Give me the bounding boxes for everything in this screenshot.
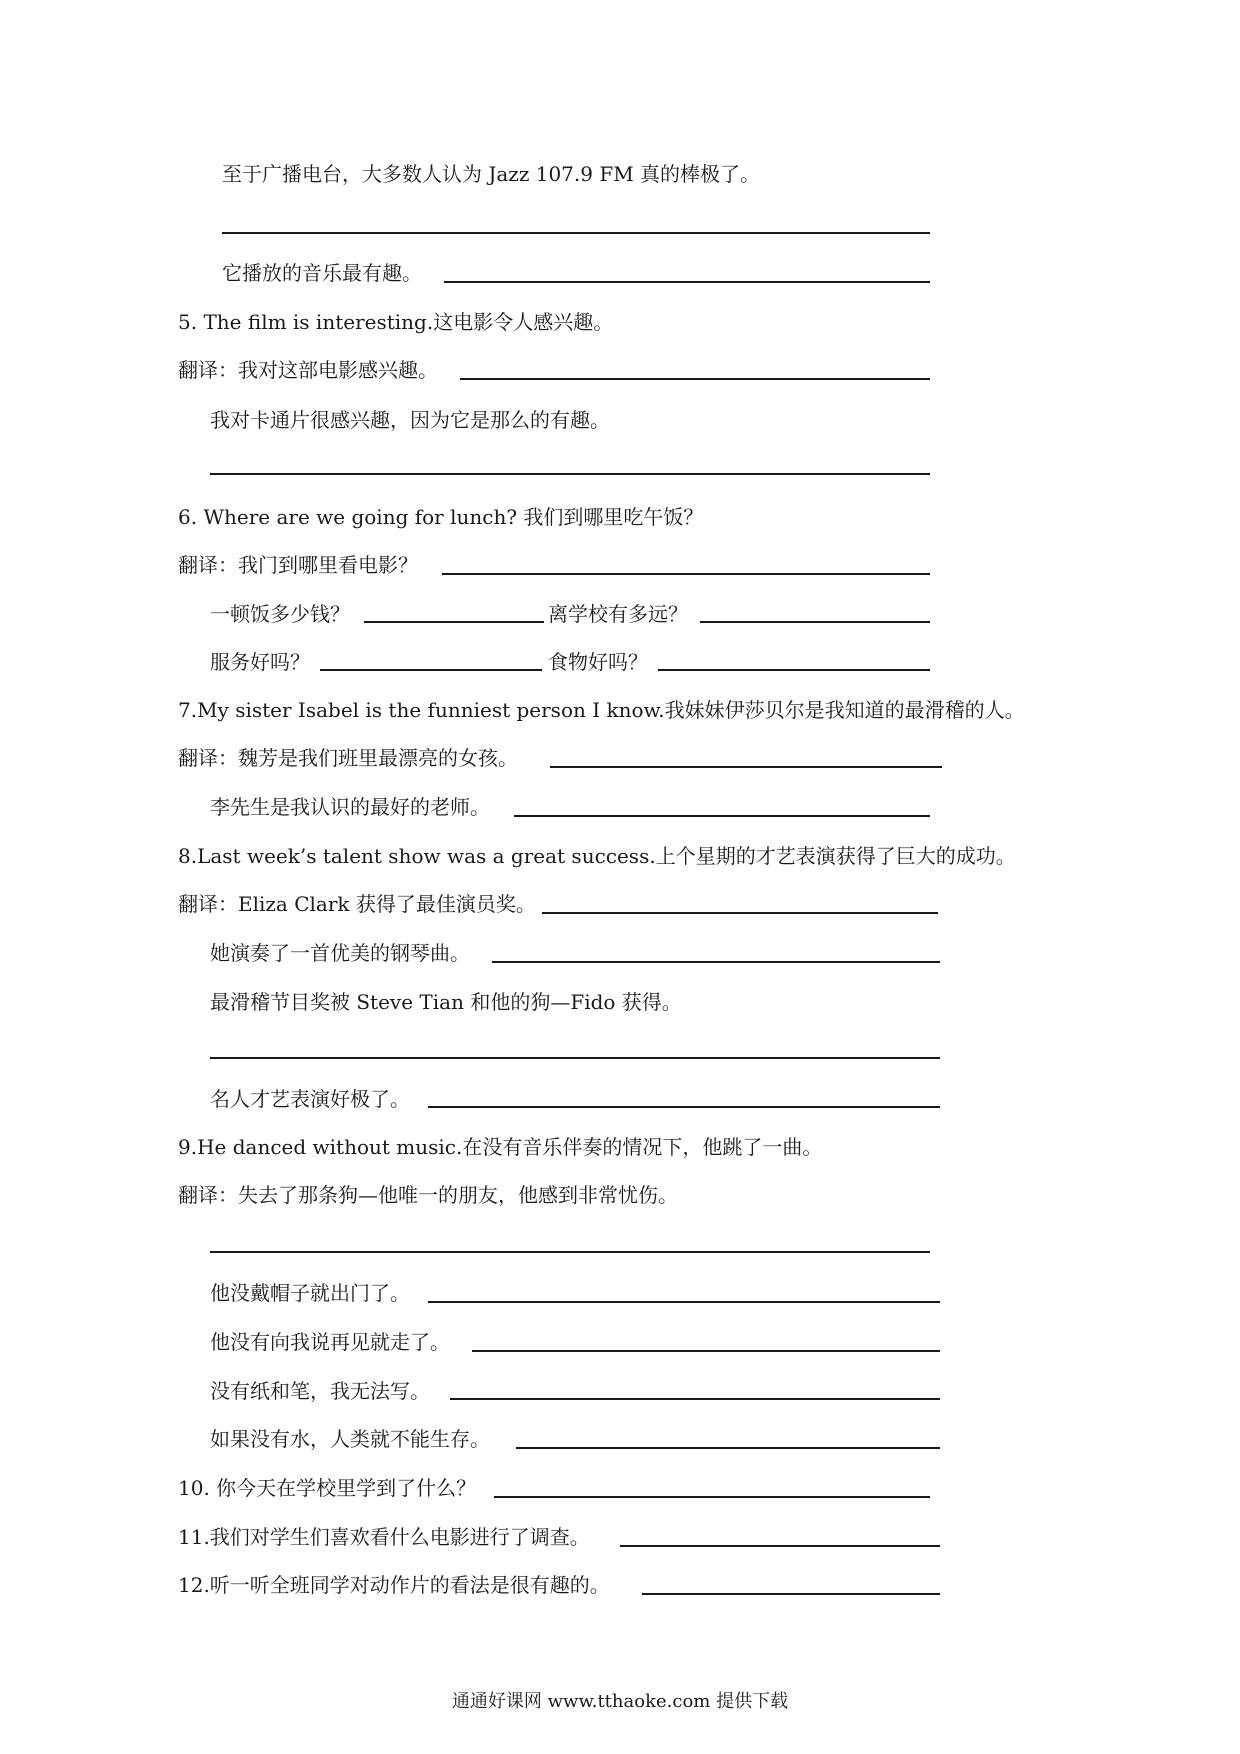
answer-blank[interactable] [620,1545,940,1547]
item-9-translate-1: 翻译：失去了那条狗—他唯一的朋友，他感到非常忧伤。 [178,1183,678,1207]
answer-blank[interactable] [700,621,930,623]
item-12: 12.听一听全班同学对动作片的看法是很有趣的。 [178,1573,610,1597]
answer-blank[interactable] [222,232,930,234]
item-6-service: 服务好吗？ [210,650,310,674]
answer-blank[interactable] [514,815,930,817]
item-6-distance: 离学校有多远？ [548,602,688,626]
item-9-heading: 9.He danced without music.在没有音乐伴奏的情况下，他跳了一曲。 [178,1135,823,1159]
page-footer: 通通好课网 www.tthaoke.com 提供下载 [451,1691,789,1712]
answer-blank[interactable] [210,1057,940,1059]
answer-blank[interactable] [542,912,938,914]
answer-blank[interactable] [444,281,930,283]
answer-blank[interactable] [658,669,930,671]
item-6-heading: 6. Where are we going for lunch? 我们到哪里吃午饭？ [178,505,704,529]
item-9-translate-4: 没有纸和笔，我无法写。 [210,1379,430,1403]
item-9-translate-2: 他没戴帽子就出门了。 [210,1281,410,1305]
item-11: 11.我们对学生们喜欢看什么电影进行了调查。 [178,1525,590,1549]
item-8-heading: 8.Last week’s talent show was a great success.上个星期的才艺表演获得了巨大的成功。 [178,844,1016,868]
sentence-music: 它播放的音乐最有趣。 [222,261,422,285]
answer-blank[interactable] [442,573,930,575]
answer-blank[interactable] [210,473,930,475]
answer-blank[interactable] [428,1106,940,1108]
answer-blank[interactable] [492,961,940,963]
item-10: 10. 你今天在学校里学到了什么？ [178,1476,477,1500]
item-5-translate-1: 翻译：我对这部电影感兴趣。 [178,358,438,382]
answer-blank[interactable] [450,1398,940,1400]
item-8-translate-3: 最滑稽节目奖被 Steve Tian 和他的狗—Fido 获得。 [210,990,682,1014]
item-8-translate-4: 名人才艺表演好极了。 [210,1087,410,1111]
item-6-food: 食物好吗？ [548,650,648,674]
answer-blank[interactable] [642,1593,940,1595]
answer-blank[interactable] [472,1350,940,1352]
item-6-meal-price: 一顿饭多少钱？ [210,602,350,626]
item-8-translate-2: 她演奏了一首优美的钢琴曲。 [210,941,470,965]
item-5-heading: 5. The film is interesting.这电影令人感兴趣。 [178,310,614,334]
answer-blank[interactable] [494,1496,930,1498]
item-6-translate-1: 翻译：我门到哪里看电影？ [178,553,418,577]
item-8-translate-1: 翻译：Eliza Clark 获得了最佳演员奖。 [178,892,536,916]
item-5-translate-2: 我对卡通片很感兴趣，因为它是那么的有趣。 [210,408,610,432]
answer-blank[interactable] [550,766,942,768]
item-7-translate-2: 李先生是我认识的最好的老师。 [210,795,490,819]
answer-blank[interactable] [364,621,544,623]
item-9-translate-5: 如果没有水，人类就不能生存。 [210,1427,490,1451]
sentence-radio: 至于广播电台，大多数人认为 Jazz 107.9 FM 真的棒极了。 [222,162,761,186]
answer-blank[interactable] [320,669,542,671]
item-7-translate-1: 翻译：魏芳是我们班里最漂亮的女孩。 [178,746,518,770]
item-7-heading: 7.My sister Isabel is the funniest person I know.我妹妹伊莎贝尔是我知道的最滑稽的人。 [178,698,1025,722]
item-9-translate-3: 他没有向我说再见就走了。 [210,1330,450,1354]
answer-blank[interactable] [428,1301,940,1303]
answer-blank[interactable] [210,1251,930,1253]
answer-blank[interactable] [516,1447,940,1449]
answer-blank[interactable] [460,378,930,380]
